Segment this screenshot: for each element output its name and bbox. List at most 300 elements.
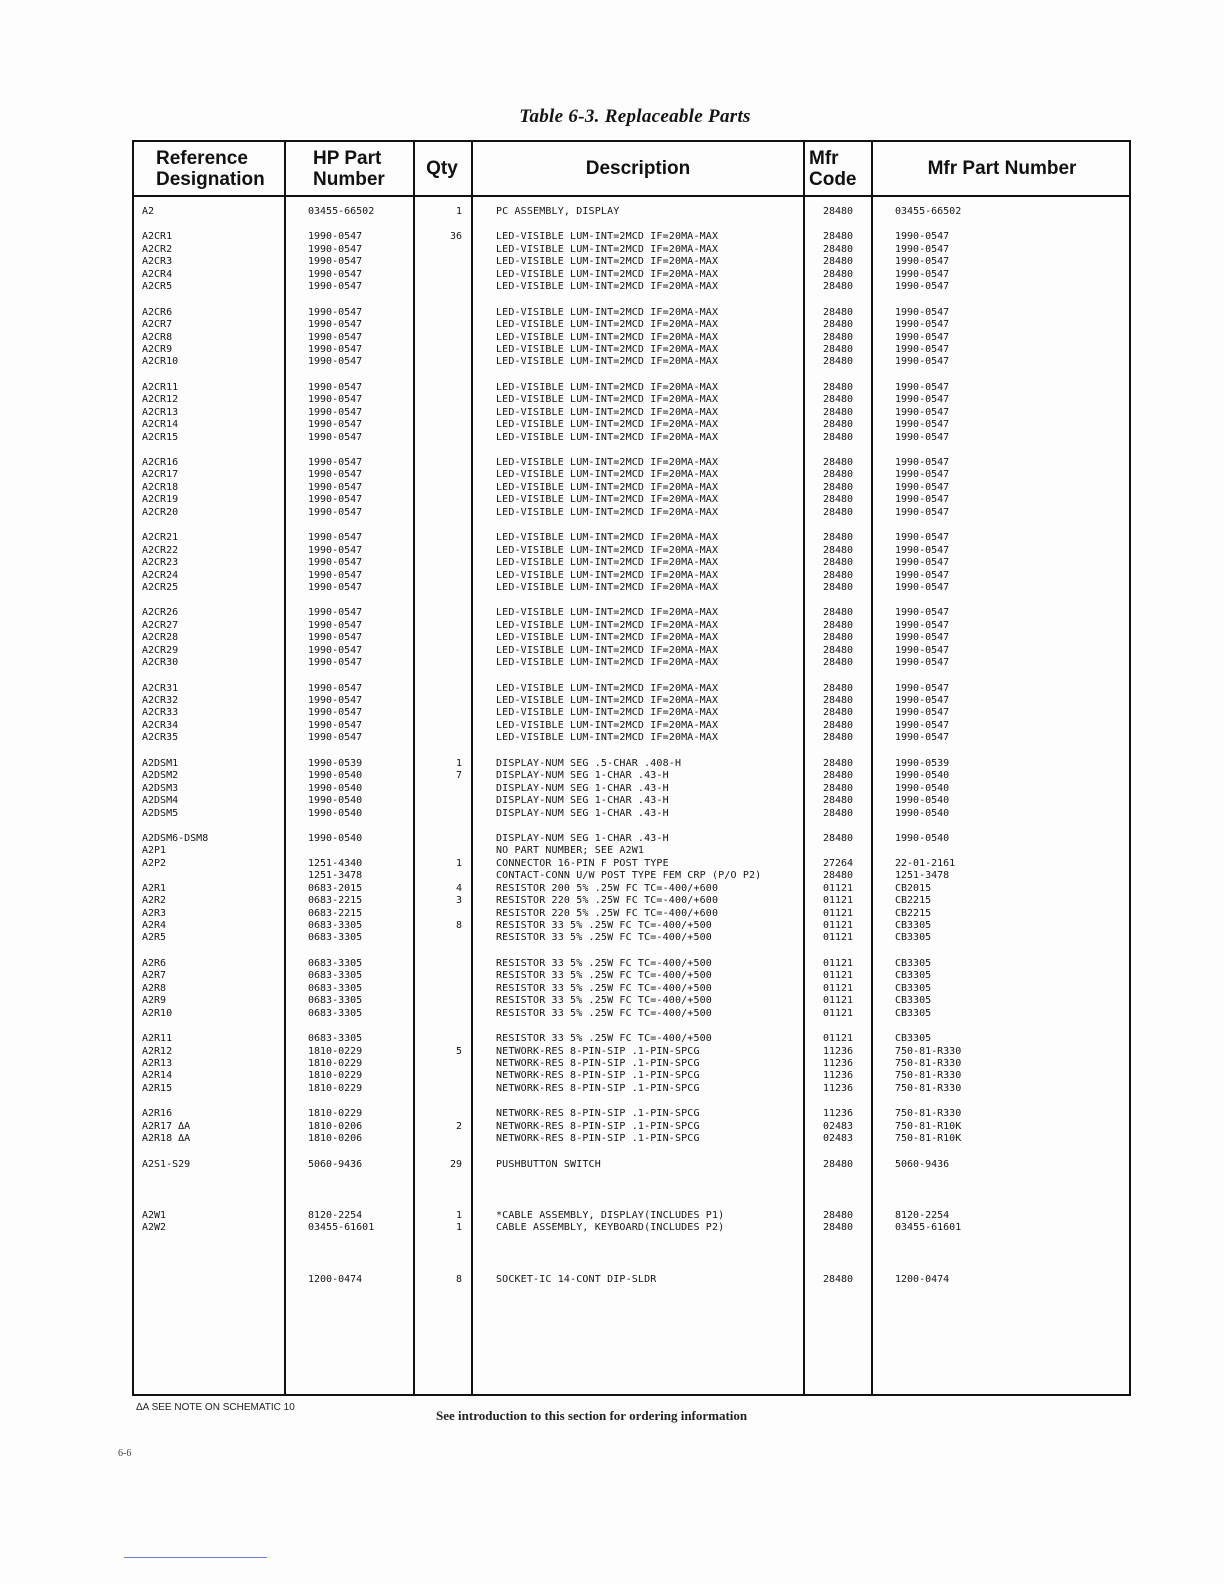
table-row <box>134 958 1129 970</box>
reference-designation-cell: A2CR19 <box>142 494 179 506</box>
table-row <box>134 845 1129 857</box>
table-row <box>134 1108 1129 1120</box>
qty-cell: 1 <box>455 757 462 769</box>
mfr-code-cell: 02483 <box>822 1133 854 1145</box>
table-row <box>134 870 1129 882</box>
mfr-code-cell: 01121 <box>822 1033 854 1045</box>
header-hp-line2: Number <box>313 168 385 190</box>
reference-designation-cell: A2CR14 <box>142 419 179 431</box>
table-row <box>134 394 1129 406</box>
mfr-code-cell: 28480 <box>822 331 854 343</box>
mfr-code-cell: 28480 <box>822 1158 854 1170</box>
description-cell: RESISTOR 200 5% .25W FC TC=-400/+600 <box>496 882 719 894</box>
reference-designation-cell: A2DSM6-DSM8 <box>142 832 209 844</box>
row-spacer <box>134 444 1129 457</box>
mfr-code-cell: 27264 <box>822 857 854 869</box>
hp-part-number-cell: 0683-3305 <box>308 1033 363 1045</box>
mfr-part-number-cell: CB3305 <box>895 1007 932 1019</box>
table-row <box>134 419 1129 431</box>
reference-designation-cell: A2CR8 <box>142 331 173 343</box>
table-row <box>134 908 1129 920</box>
mfr-part-number-cell: 1990-0547 <box>895 732 950 744</box>
description-cell: DISPLAY-NUM SEG 1-CHAR .43-H <box>496 807 669 819</box>
reference-designation-cell: A2R7 <box>142 970 167 982</box>
mfr-part-number-cell: 03455-61601 <box>895 1222 962 1234</box>
hp-part-number-cell: 1990-0547 <box>308 544 363 556</box>
mfr-part-number-cell: 750-81-R330 <box>895 1070 962 1082</box>
reference-designation-cell: A2P1 <box>142 845 167 857</box>
description-cell: LED-VISIBLE LUM-INT=2MCD IF=20MA-MAX <box>496 707 719 719</box>
description-cell: PUSHBUTTON SWITCH <box>496 1158 601 1170</box>
table-row <box>134 344 1129 356</box>
mfr-part-number-cell: 1990-0547 <box>895 319 950 331</box>
hp-part-number-cell: 1990-0547 <box>308 506 363 518</box>
description-cell: LED-VISIBLE LUM-INT=2MCD IF=20MA-MAX <box>496 494 719 506</box>
reference-designation-cell: A2CR35 <box>142 732 179 744</box>
reference-designation-cell: A2DSM2 <box>142 770 179 782</box>
mfr-code-cell: 28480 <box>822 281 854 293</box>
reference-designation-cell: A2W2 <box>142 1222 167 1234</box>
mfr-part-number-cell: 1990-0547 <box>895 544 950 556</box>
mfr-part-number-cell: 1990-0547 <box>895 707 950 719</box>
mfr-code-cell: 28480 <box>822 807 854 819</box>
description-cell: LED-VISIBLE LUM-INT=2MCD IF=20MA-MAX <box>496 644 719 656</box>
mfr-part-number-cell: 1990-0547 <box>895 532 950 544</box>
reference-designation-cell: A2CR29 <box>142 644 179 656</box>
reference-designation-cell: A2R1 <box>142 882 167 894</box>
mfr-code-cell: 28480 <box>822 707 854 719</box>
hp-part-number-cell: 1990-0547 <box>308 306 363 318</box>
table-body <box>134 206 1129 1286</box>
mfr-code-cell: 01121 <box>822 907 854 919</box>
hp-part-number-cell: 1990-0547 <box>308 268 363 280</box>
mfr-part-number-cell: 1990-0547 <box>895 331 950 343</box>
description-cell: DISPLAY-NUM SEG 1-CHAR .43-H <box>496 832 669 844</box>
mfr-part-number-cell: CB3305 <box>895 932 932 944</box>
hp-part-number-cell: 03455-66502 <box>308 206 375 217</box>
table-row <box>134 332 1129 344</box>
reference-designation-cell: A2CR10 <box>142 356 179 368</box>
mfr-part-number-cell: 1990-0547 <box>895 632 950 644</box>
reference-designation-cell: A2CR21 <box>142 532 179 544</box>
mfr-code-cell: 28480 <box>822 557 854 569</box>
hp-part-number-cell: 1990-0540 <box>308 770 363 782</box>
reference-designation-cell: A2CR30 <box>142 657 179 669</box>
hp-part-number-cell: 1810-0229 <box>308 1082 363 1094</box>
hp-part-number-cell: 1990-0547 <box>308 719 363 731</box>
description-cell: NETWORK-RES 8-PIN-SIP .1-PIN-SPCG <box>496 1057 700 1069</box>
mfr-code-cell: 11236 <box>822 1070 854 1082</box>
mfr-code-cell: 28480 <box>822 431 854 443</box>
description-cell: LED-VISIBLE LUM-INT=2MCD IF=20MA-MAX <box>496 732 719 744</box>
hp-part-number-cell: 0683-3305 <box>308 982 363 994</box>
mfr-code-cell: 01121 <box>822 982 854 994</box>
description-cell: LED-VISIBLE LUM-INT=2MCD IF=20MA-MAX <box>496 406 719 418</box>
mfr-code-cell: 28480 <box>822 657 854 669</box>
table-row <box>134 932 1129 944</box>
description-cell: RESISTOR 33 5% .25W FC TC=-400/+500 <box>496 932 712 944</box>
reference-designation-cell: A2CR31 <box>142 682 179 694</box>
table-row <box>134 895 1129 907</box>
table-row <box>134 206 1129 218</box>
table-row <box>134 582 1129 594</box>
description-cell: NO PART NUMBER; SEE A2W1 <box>496 845 645 857</box>
row-spacer <box>134 1020 1129 1033</box>
description-cell: CABLE ASSEMBLY, KEYBOARD(INCLUDES P2) <box>496 1222 725 1234</box>
qty-cell: 3 <box>455 895 462 907</box>
mfr-code-cell: 28480 <box>822 457 854 468</box>
hp-part-number-cell: 1251-3478 <box>308 870 363 882</box>
reference-designation-cell: A2CR23 <box>142 557 179 569</box>
description-cell: RESISTOR 33 5% .25W FC TC=-400/+500 <box>496 957 712 969</box>
mfr-code-cell: 28480 <box>822 206 854 217</box>
header-hp-part-number <box>313 142 413 195</box>
mfr-code-cell: 28480 <box>822 795 854 807</box>
row-spacer <box>134 820 1129 833</box>
description-cell: LED-VISIBLE LUM-INT=2MCD IF=20MA-MAX <box>496 281 719 293</box>
row-spacer <box>134 945 1129 958</box>
mfr-code-cell: 01121 <box>822 932 854 944</box>
mfr-part-number-cell: CB3305 <box>895 995 932 1007</box>
mfr-part-number-cell: 8120-2254 <box>895 1210 950 1221</box>
table-row <box>134 783 1129 795</box>
mfr-part-number-cell: 1990-0547 <box>895 469 950 481</box>
table-row <box>134 833 1129 845</box>
header-reference-designation <box>156 142 284 195</box>
page-number: 6-6 <box>118 1448 132 1459</box>
description-cell: RESISTOR 33 5% .25W FC TC=-400/+500 <box>496 995 712 1007</box>
table-row <box>134 720 1129 732</box>
description-cell: LED-VISIBLE LUM-INT=2MCD IF=20MA-MAX <box>496 581 719 593</box>
hp-part-number-cell: 1990-0547 <box>308 532 363 544</box>
mfr-part-number-cell: CB3305 <box>895 970 932 982</box>
mfr-code-cell: 28480 <box>822 569 854 581</box>
table-row <box>134 407 1129 419</box>
reference-designation-cell: A2P2 <box>142 857 167 869</box>
reference-designation-cell: A2CR33 <box>142 707 179 719</box>
mfr-part-number-cell: 1990-0539 <box>895 757 950 769</box>
hp-part-number-cell: 1810-0206 <box>308 1120 363 1132</box>
description-cell: LED-VISIBLE LUM-INT=2MCD IF=20MA-MAX <box>496 306 719 318</box>
mfr-code-cell: 28480 <box>822 231 854 243</box>
hp-part-number-cell: 0683-3305 <box>308 920 363 931</box>
hp-part-number-cell: 1990-0547 <box>308 394 363 406</box>
hp-part-number-cell: 1990-0547 <box>308 481 363 493</box>
table-row <box>134 983 1129 995</box>
mfr-part-number-cell: 1990-0547 <box>895 343 950 355</box>
mfr-part-number-cell: 1990-0547 <box>895 657 950 669</box>
mfr-code-cell: 11236 <box>822 1108 854 1120</box>
hp-part-number-cell: 1990-0540 <box>308 832 363 844</box>
mfr-code-cell: 28480 <box>822 607 854 619</box>
mfr-part-number-cell: 03455-66502 <box>895 206 962 217</box>
mfr-part-number-cell: 1990-0547 <box>895 682 950 694</box>
mfr-part-number-cell: CB3305 <box>895 1033 932 1045</box>
header-description-label: Description <box>585 158 691 179</box>
hp-part-number-cell: 1990-0547 <box>308 619 363 631</box>
reference-designation-cell: A2CR3 <box>142 256 173 268</box>
table-row <box>134 1210 1129 1222</box>
reference-designation-cell: A2CR34 <box>142 719 179 731</box>
mfr-part-number-cell: 5060-9436 <box>895 1158 950 1170</box>
header-ref-line1: Reference <box>156 147 248 169</box>
description-cell: RESISTOR 33 5% .25W FC TC=-400/+500 <box>496 920 712 931</box>
hp-part-number-cell: 1810-0229 <box>308 1070 363 1082</box>
mfr-code-cell: 28480 <box>822 419 854 431</box>
hp-part-number-cell: 1990-0547 <box>308 695 363 706</box>
reference-designation-cell: A2R12 <box>142 1045 173 1057</box>
reference-designation-cell: A2CR5 <box>142 281 173 293</box>
hp-part-number-cell: 1810-0229 <box>308 1045 363 1057</box>
table-row <box>134 758 1129 770</box>
reference-designation-cell: A2CR6 <box>142 306 173 318</box>
row-spacer <box>134 1261 1129 1274</box>
mfr-part-number-cell: 750-81-R10K <box>895 1120 962 1132</box>
qty-cell: 7 <box>455 770 462 782</box>
description-cell: LED-VISIBLE LUM-INT=2MCD IF=20MA-MAX <box>496 569 719 581</box>
mfr-part-number-cell: 1990-0547 <box>895 607 950 619</box>
description-cell: PC ASSEMBLY, DISPLAY <box>496 206 620 217</box>
reference-designation-cell: A2CR25 <box>142 581 179 593</box>
hp-part-number-cell: 1200-0474 <box>308 1273 363 1285</box>
qty-cell: 8 <box>455 1273 462 1285</box>
mfr-code-cell: 01121 <box>822 882 854 894</box>
description-cell: RESISTOR 33 5% .25W FC TC=-400/+500 <box>496 1033 712 1045</box>
mfr-part-number-cell: 1990-0547 <box>895 557 950 569</box>
hp-part-number-cell: 1990-0547 <box>308 494 363 506</box>
hp-part-number-cell: 1990-0540 <box>308 782 363 794</box>
hp-part-number-cell: 8120-2254 <box>308 1210 363 1221</box>
qty-cell: 29 <box>449 1158 462 1170</box>
description-cell: LED-VISIBLE LUM-INT=2MCD IF=20MA-MAX <box>496 719 719 731</box>
mfr-code-cell: 28480 <box>822 544 854 556</box>
table-row <box>134 632 1129 644</box>
table-row <box>134 382 1129 394</box>
mfr-part-number-cell: 1990-0547 <box>895 719 950 731</box>
table-row <box>134 494 1129 506</box>
hp-part-number-cell: 1990-0547 <box>308 406 363 418</box>
description-cell: LED-VISIBLE LUM-INT=2MCD IF=20MA-MAX <box>496 268 719 280</box>
mfr-part-number-cell: 1990-0547 <box>895 619 950 631</box>
mfr-code-cell: 28480 <box>822 870 854 882</box>
description-cell: LED-VISIBLE LUM-INT=2MCD IF=20MA-MAX <box>496 695 719 706</box>
reference-designation-cell: A2CR7 <box>142 319 173 331</box>
qty-cell: 1 <box>455 1222 462 1234</box>
description-cell: LED-VISIBLE LUM-INT=2MCD IF=20MA-MAX <box>496 532 719 544</box>
mfr-part-number-cell: 1990-0547 <box>895 644 950 656</box>
description-cell: RESISTOR 33 5% .25W FC TC=-400/+500 <box>496 982 712 994</box>
description-cell: DISPLAY-NUM SEG .5-CHAR .408-H <box>496 757 682 769</box>
table-row <box>134 883 1129 895</box>
reference-designation-cell: A2R16 <box>142 1108 173 1120</box>
description-cell: LED-VISIBLE LUM-INT=2MCD IF=20MA-MAX <box>496 557 719 569</box>
description-cell: NETWORK-RES 8-PIN-SIP .1-PIN-SPCG <box>496 1082 700 1094</box>
description-cell: SOCKET-IC 14-CONT DIP-SLDR <box>496 1273 657 1285</box>
mfr-code-cell: 28480 <box>822 732 854 744</box>
description-cell: *CABLE ASSEMBLY, DISPLAY(INCLUDES P1) <box>496 1210 725 1221</box>
mfr-part-number-cell: CB3305 <box>895 957 932 969</box>
table-row <box>134 1121 1129 1133</box>
hp-part-number-cell: 1990-0547 <box>308 469 363 481</box>
header-code-line1: Mfr <box>809 147 839 169</box>
row-spacer <box>134 1235 1129 1248</box>
hp-part-number-cell: 1990-0547 <box>308 256 363 268</box>
mfr-code-cell: 28480 <box>822 506 854 518</box>
mfr-code-cell: 28480 <box>822 619 854 631</box>
table-row <box>134 1033 1129 1045</box>
hp-part-number-cell: 1990-0547 <box>308 682 363 694</box>
mfr-part-number-cell: 1251-3478 <box>895 870 950 882</box>
mfr-code-cell: 28480 <box>822 719 854 731</box>
table-row <box>134 469 1129 481</box>
reference-designation-cell: A2CR2 <box>142 243 173 255</box>
header-mfr-part-label: Mfr Part Number <box>927 158 1077 179</box>
reference-designation-cell: A2CR11 <box>142 381 179 393</box>
description-cell: LED-VISIBLE LUM-INT=2MCD IF=20MA-MAX <box>496 632 719 644</box>
hp-part-number-cell: 0683-3305 <box>308 957 363 969</box>
description-cell: NETWORK-RES 8-PIN-SIP .1-PIN-SPCG <box>496 1045 700 1057</box>
ordering-note: See introduction to this section for ordering information <box>436 1408 748 1423</box>
row-spacer <box>134 1095 1129 1108</box>
mfr-part-number-cell: 1990-0547 <box>895 256 950 268</box>
reference-designation-cell: A2R8 <box>142 982 167 994</box>
table-row <box>134 557 1129 569</box>
hp-part-number-cell: 1990-0547 <box>308 343 363 355</box>
mfr-part-number-cell: 1990-0547 <box>895 506 950 518</box>
reference-designation-cell: A2CR28 <box>142 632 179 644</box>
reference-designation-cell: A2R18 ΔA <box>142 1133 191 1145</box>
mfr-part-number-cell: 750-81-R330 <box>895 1108 962 1120</box>
reference-designation-cell: A2CR24 <box>142 569 179 581</box>
hp-part-number-cell: 1990-0547 <box>308 431 363 443</box>
hp-part-number-cell: 1810-0206 <box>308 1133 363 1145</box>
mfr-code-cell: 01121 <box>822 1007 854 1019</box>
table-row <box>134 1274 1129 1286</box>
hp-part-number-cell: 1990-0540 <box>308 795 363 807</box>
hp-part-number-cell: 1990-0547 <box>308 644 363 656</box>
mfr-part-number-cell: 1990-0547 <box>895 494 950 506</box>
hp-part-number-cell: 1990-0547 <box>308 281 363 293</box>
table-row <box>134 1133 1129 1145</box>
table-row <box>134 457 1129 469</box>
description-cell: LED-VISIBLE LUM-INT=2MCD IF=20MA-MAX <box>496 394 719 406</box>
description-cell: NETWORK-RES 8-PIN-SIP .1-PIN-SPCG <box>496 1108 700 1120</box>
mfr-code-cell: 28480 <box>822 243 854 255</box>
hp-part-number-cell: 03455-61601 <box>308 1222 375 1234</box>
reference-designation-cell: A2R3 <box>142 907 167 919</box>
mfr-code-cell: 01121 <box>822 895 854 907</box>
table-row <box>134 695 1129 707</box>
reference-designation-cell: A2CR4 <box>142 268 173 280</box>
mfr-code-cell: 28480 <box>822 644 854 656</box>
hp-part-number-cell: 1990-0539 <box>308 757 363 769</box>
table-row <box>134 657 1129 669</box>
mfr-part-number-cell: 1990-0547 <box>895 457 950 468</box>
replaceable-parts-table <box>132 140 1131 1396</box>
mfr-part-number-cell: 1990-0547 <box>895 481 950 493</box>
mfr-code-cell: 01121 <box>822 995 854 1007</box>
reference-designation-cell: A2S1-S29 <box>142 1158 191 1170</box>
description-cell: DISPLAY-NUM SEG 1-CHAR .43-H <box>496 795 669 807</box>
description-cell: LED-VISIBLE LUM-INT=2MCD IF=20MA-MAX <box>496 481 719 493</box>
reference-designation-cell: A2CR15 <box>142 431 179 443</box>
row-spacer <box>134 1146 1129 1159</box>
mfr-part-number-cell: 1990-0547 <box>895 431 950 443</box>
mfr-code-cell: 28480 <box>822 1273 854 1285</box>
description-cell: LED-VISIBLE LUM-INT=2MCD IF=20MA-MAX <box>496 343 719 355</box>
row-spacer <box>134 1248 1129 1261</box>
mfr-part-number-cell: 1990-0547 <box>895 281 950 293</box>
qty-cell: 2 <box>455 1120 462 1132</box>
hp-part-number-cell: 1990-0547 <box>308 319 363 331</box>
hp-part-number-cell: 1990-0547 <box>308 243 363 255</box>
reference-designation-cell: A2CR27 <box>142 619 179 631</box>
header-rule <box>134 195 1129 197</box>
table-row <box>134 319 1129 331</box>
description-cell: LED-VISIBLE LUM-INT=2MCD IF=20MA-MAX <box>496 682 719 694</box>
row-spacer <box>134 594 1129 607</box>
qty-cell: 1 <box>455 1210 462 1221</box>
mfr-code-cell: 28480 <box>822 757 854 769</box>
hp-part-number-cell: 1990-0547 <box>308 557 363 569</box>
mfr-part-number-cell: CB2015 <box>895 882 932 894</box>
mfr-part-number-cell: 1990-0547 <box>895 381 950 393</box>
mfr-code-cell: 28480 <box>822 782 854 794</box>
description-cell: LED-VISIBLE LUM-INT=2MCD IF=20MA-MAX <box>496 331 719 343</box>
mfr-part-number-cell: 1990-0547 <box>895 394 950 406</box>
description-cell: LED-VISIBLE LUM-INT=2MCD IF=20MA-MAX <box>496 256 719 268</box>
hp-part-number-cell: 1990-0547 <box>308 356 363 368</box>
mfr-part-number-cell: 1990-0547 <box>895 406 950 418</box>
table-row <box>134 1058 1129 1070</box>
header-hp-line1: HP Part <box>313 147 382 169</box>
row-spacer <box>134 1184 1129 1197</box>
header-ref-line2: Designation <box>156 168 265 190</box>
mfr-code-cell: 28480 <box>822 343 854 355</box>
mfr-part-number-cell: 1200-0474 <box>895 1273 950 1285</box>
reference-designation-cell: A2CR16 <box>142 457 179 468</box>
description-cell: DISPLAY-NUM SEG 1-CHAR .43-H <box>496 770 669 782</box>
table-row <box>134 620 1129 632</box>
table-row <box>134 244 1129 256</box>
mfr-part-number-cell: 1990-0540 <box>895 795 950 807</box>
description-cell: RESISTOR 33 5% .25W FC TC=-400/+500 <box>496 1007 712 1019</box>
mfr-code-cell: 28480 <box>822 1210 854 1221</box>
description-cell: LED-VISIBLE LUM-INT=2MCD IF=20MA-MAX <box>496 457 719 468</box>
table-row <box>134 970 1129 982</box>
row-spacer <box>134 1171 1129 1184</box>
table-row <box>134 1008 1129 1020</box>
reference-designation-cell: A2 <box>142 206 155 217</box>
hp-part-number-cell: 1990-0540 <box>308 807 363 819</box>
reference-designation-cell: A2R5 <box>142 932 167 944</box>
mfr-part-number-cell: 750-81-R330 <box>895 1045 962 1057</box>
mfr-part-number-cell: CB3305 <box>895 920 932 931</box>
mfr-code-cell: 28480 <box>822 832 854 844</box>
table-row <box>134 808 1129 820</box>
mfr-code-cell: 28480 <box>822 268 854 280</box>
hp-part-number-cell: 1990-0547 <box>308 657 363 669</box>
description-cell: LED-VISIBLE LUM-INT=2MCD IF=20MA-MAX <box>496 319 719 331</box>
mfr-code-cell: 28480 <box>822 394 854 406</box>
qty-cell: 36 <box>449 231 462 243</box>
mfr-code-cell: 28480 <box>822 481 854 493</box>
mfr-code-cell: 11236 <box>822 1057 854 1069</box>
hp-part-number-cell: 1990-0547 <box>308 381 363 393</box>
mfr-code-cell: 28480 <box>822 469 854 481</box>
table-row <box>134 307 1129 319</box>
table-row <box>134 1083 1129 1095</box>
